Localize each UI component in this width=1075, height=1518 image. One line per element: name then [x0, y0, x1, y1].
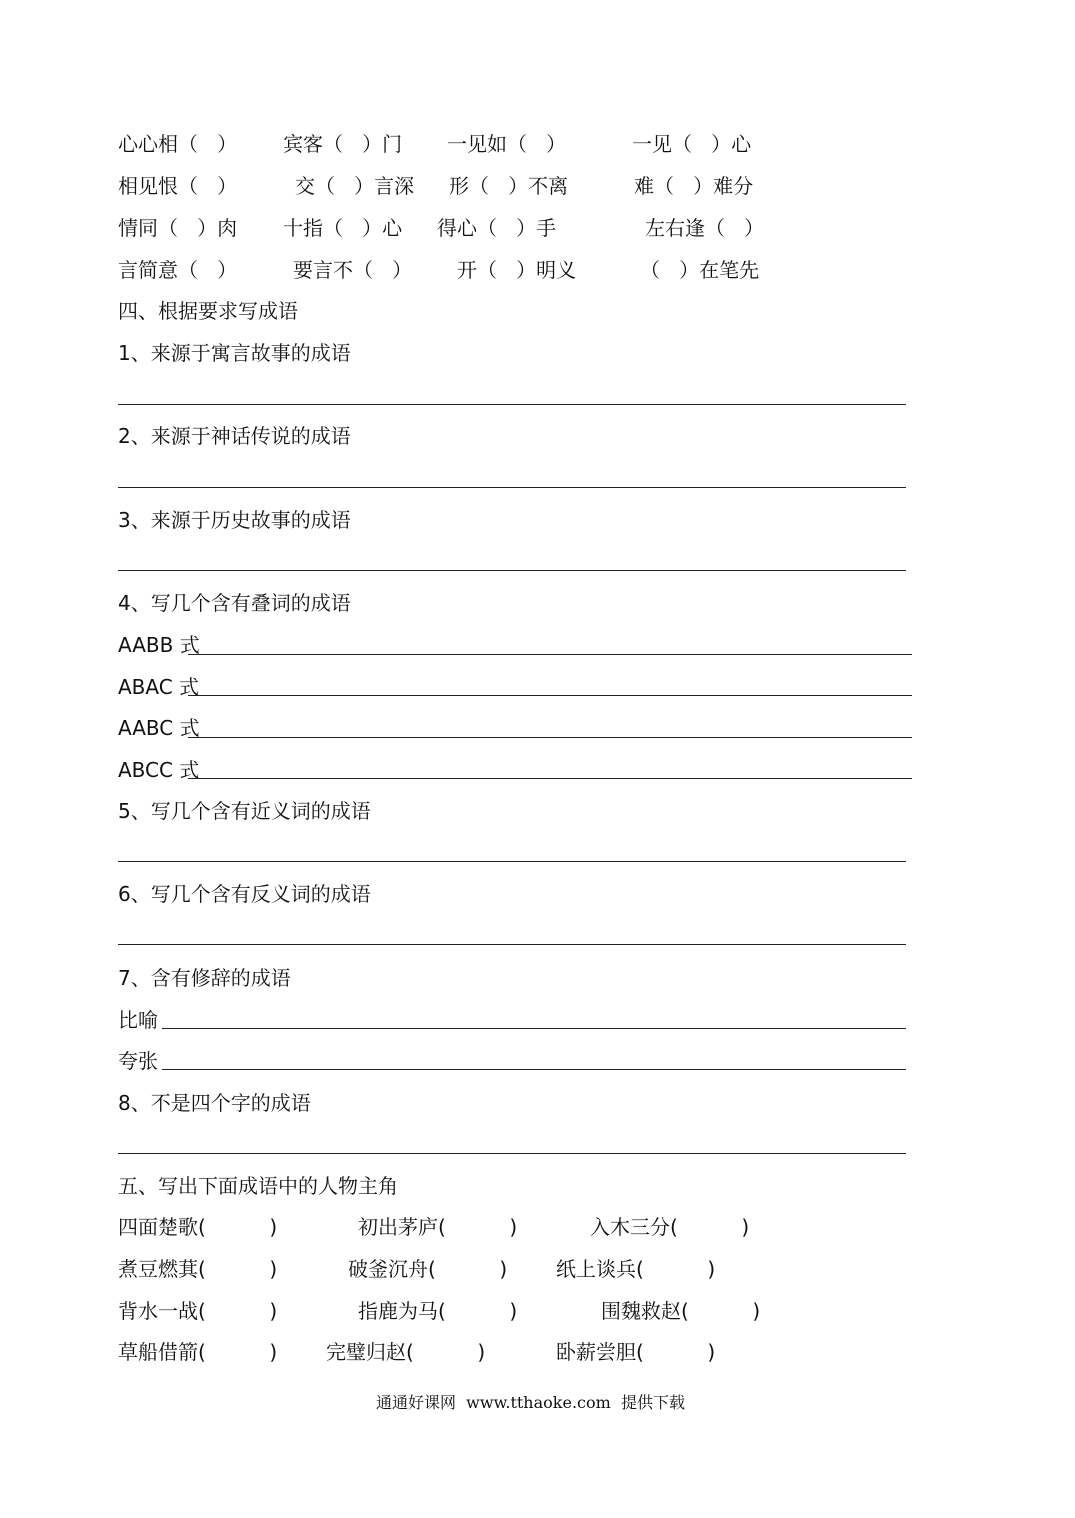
- question-5: 5、写几个含有近义词的成语: [118, 799, 371, 823]
- idiom-character: 指鹿为马( ): [358, 1299, 518, 1323]
- idiom-character: 破釜沉舟( ): [348, 1257, 508, 1281]
- idiom-blank: （ ）在笔先: [640, 258, 760, 282]
- footer-source: 通通好课网 www.tthaoke.com 提供下载: [376, 1393, 685, 1412]
- idiom-blank: 宾客（ ）门: [283, 132, 403, 156]
- pattern-abac-label: ABAC 式: [118, 675, 200, 699]
- idiom-character: 四面楚歌( ): [118, 1215, 278, 1239]
- pattern-aabb-line[interactable]: [188, 654, 912, 655]
- rhetoric-hyperbole-label: 夸张: [118, 1049, 158, 1073]
- section-4-title: 四、根据要求写成语: [118, 299, 298, 323]
- question-2: 2、来源于神话传说的成语: [118, 424, 351, 448]
- idiom-character: 围魏救赵( ): [601, 1299, 761, 1323]
- idiom-blank: 情同（ ）肉: [118, 216, 238, 240]
- answer-line-3[interactable]: [118, 570, 906, 571]
- rhetoric-hyperbole-line[interactable]: [162, 1069, 906, 1070]
- idiom-character: 煮豆燃萁( ): [118, 1257, 278, 1281]
- rhetoric-metaphor-line[interactable]: [162, 1028, 906, 1029]
- idiom-character: 初出茅庐( ): [358, 1215, 518, 1239]
- question-8: 8、不是四个字的成语: [118, 1091, 311, 1115]
- idiom-character: 完璧归赵( ): [326, 1340, 486, 1364]
- idiom-character: 卧薪尝胆( ): [556, 1340, 716, 1364]
- idiom-blank: 形（ ）不离: [449, 174, 569, 198]
- pattern-abac-line[interactable]: [188, 695, 912, 696]
- answer-line-5[interactable]: [118, 861, 906, 862]
- pattern-aabc-label: AABC 式: [118, 716, 200, 740]
- pattern-abcc-line[interactable]: [188, 778, 912, 779]
- idiom-blank: 一见如（ ）: [447, 132, 567, 156]
- idiom-character: 草船借箭( ): [118, 1340, 278, 1364]
- idiom-blank: 言简意（ ）: [118, 258, 238, 282]
- idiom-character: 纸上谈兵( ): [556, 1257, 716, 1281]
- idiom-blank: 十指（ ）心: [283, 216, 403, 240]
- idiom-blank: 心心相（ ）: [118, 132, 238, 156]
- pattern-abcc-label: ABCC 式: [118, 758, 200, 782]
- question-6: 6、写几个含有反义词的成语: [118, 882, 371, 906]
- answer-line-2[interactable]: [118, 487, 906, 488]
- question-7: 7、含有修辞的成语: [118, 966, 291, 990]
- idiom-character: 入木三分( ): [590, 1215, 750, 1239]
- idiom-character: 背水一战( ): [118, 1299, 278, 1323]
- section-5-title: 五、写出下面成语中的人物主角: [118, 1174, 398, 1198]
- idiom-blank: 要言不（ ）: [293, 258, 413, 282]
- answer-line-6[interactable]: [118, 944, 906, 945]
- idiom-blank: 一见（ ）心: [632, 132, 752, 156]
- idiom-blank: 相见恨（ ）: [118, 174, 238, 198]
- idiom-blank: 开（ ）明义: [457, 258, 577, 282]
- idiom-blank: 交（ ）言深: [295, 174, 415, 198]
- idiom-blank: 左右逢（ ）: [645, 216, 765, 240]
- question-3: 3、来源于历史故事的成语: [118, 508, 351, 532]
- pattern-aabc-line[interactable]: [188, 737, 912, 738]
- answer-line-1[interactable]: [118, 404, 906, 405]
- idiom-blank: 难（ ）难分: [634, 174, 754, 198]
- question-4: 4、写几个含有叠词的成语: [118, 591, 351, 615]
- pattern-aabb-label: AABB 式: [118, 633, 200, 657]
- answer-line-8[interactable]: [118, 1153, 906, 1154]
- question-1: 1、来源于寓言故事的成语: [118, 341, 351, 365]
- rhetoric-metaphor-label: 比喻: [118, 1008, 158, 1032]
- idiom-blank: 得心（ ）手: [437, 216, 557, 240]
